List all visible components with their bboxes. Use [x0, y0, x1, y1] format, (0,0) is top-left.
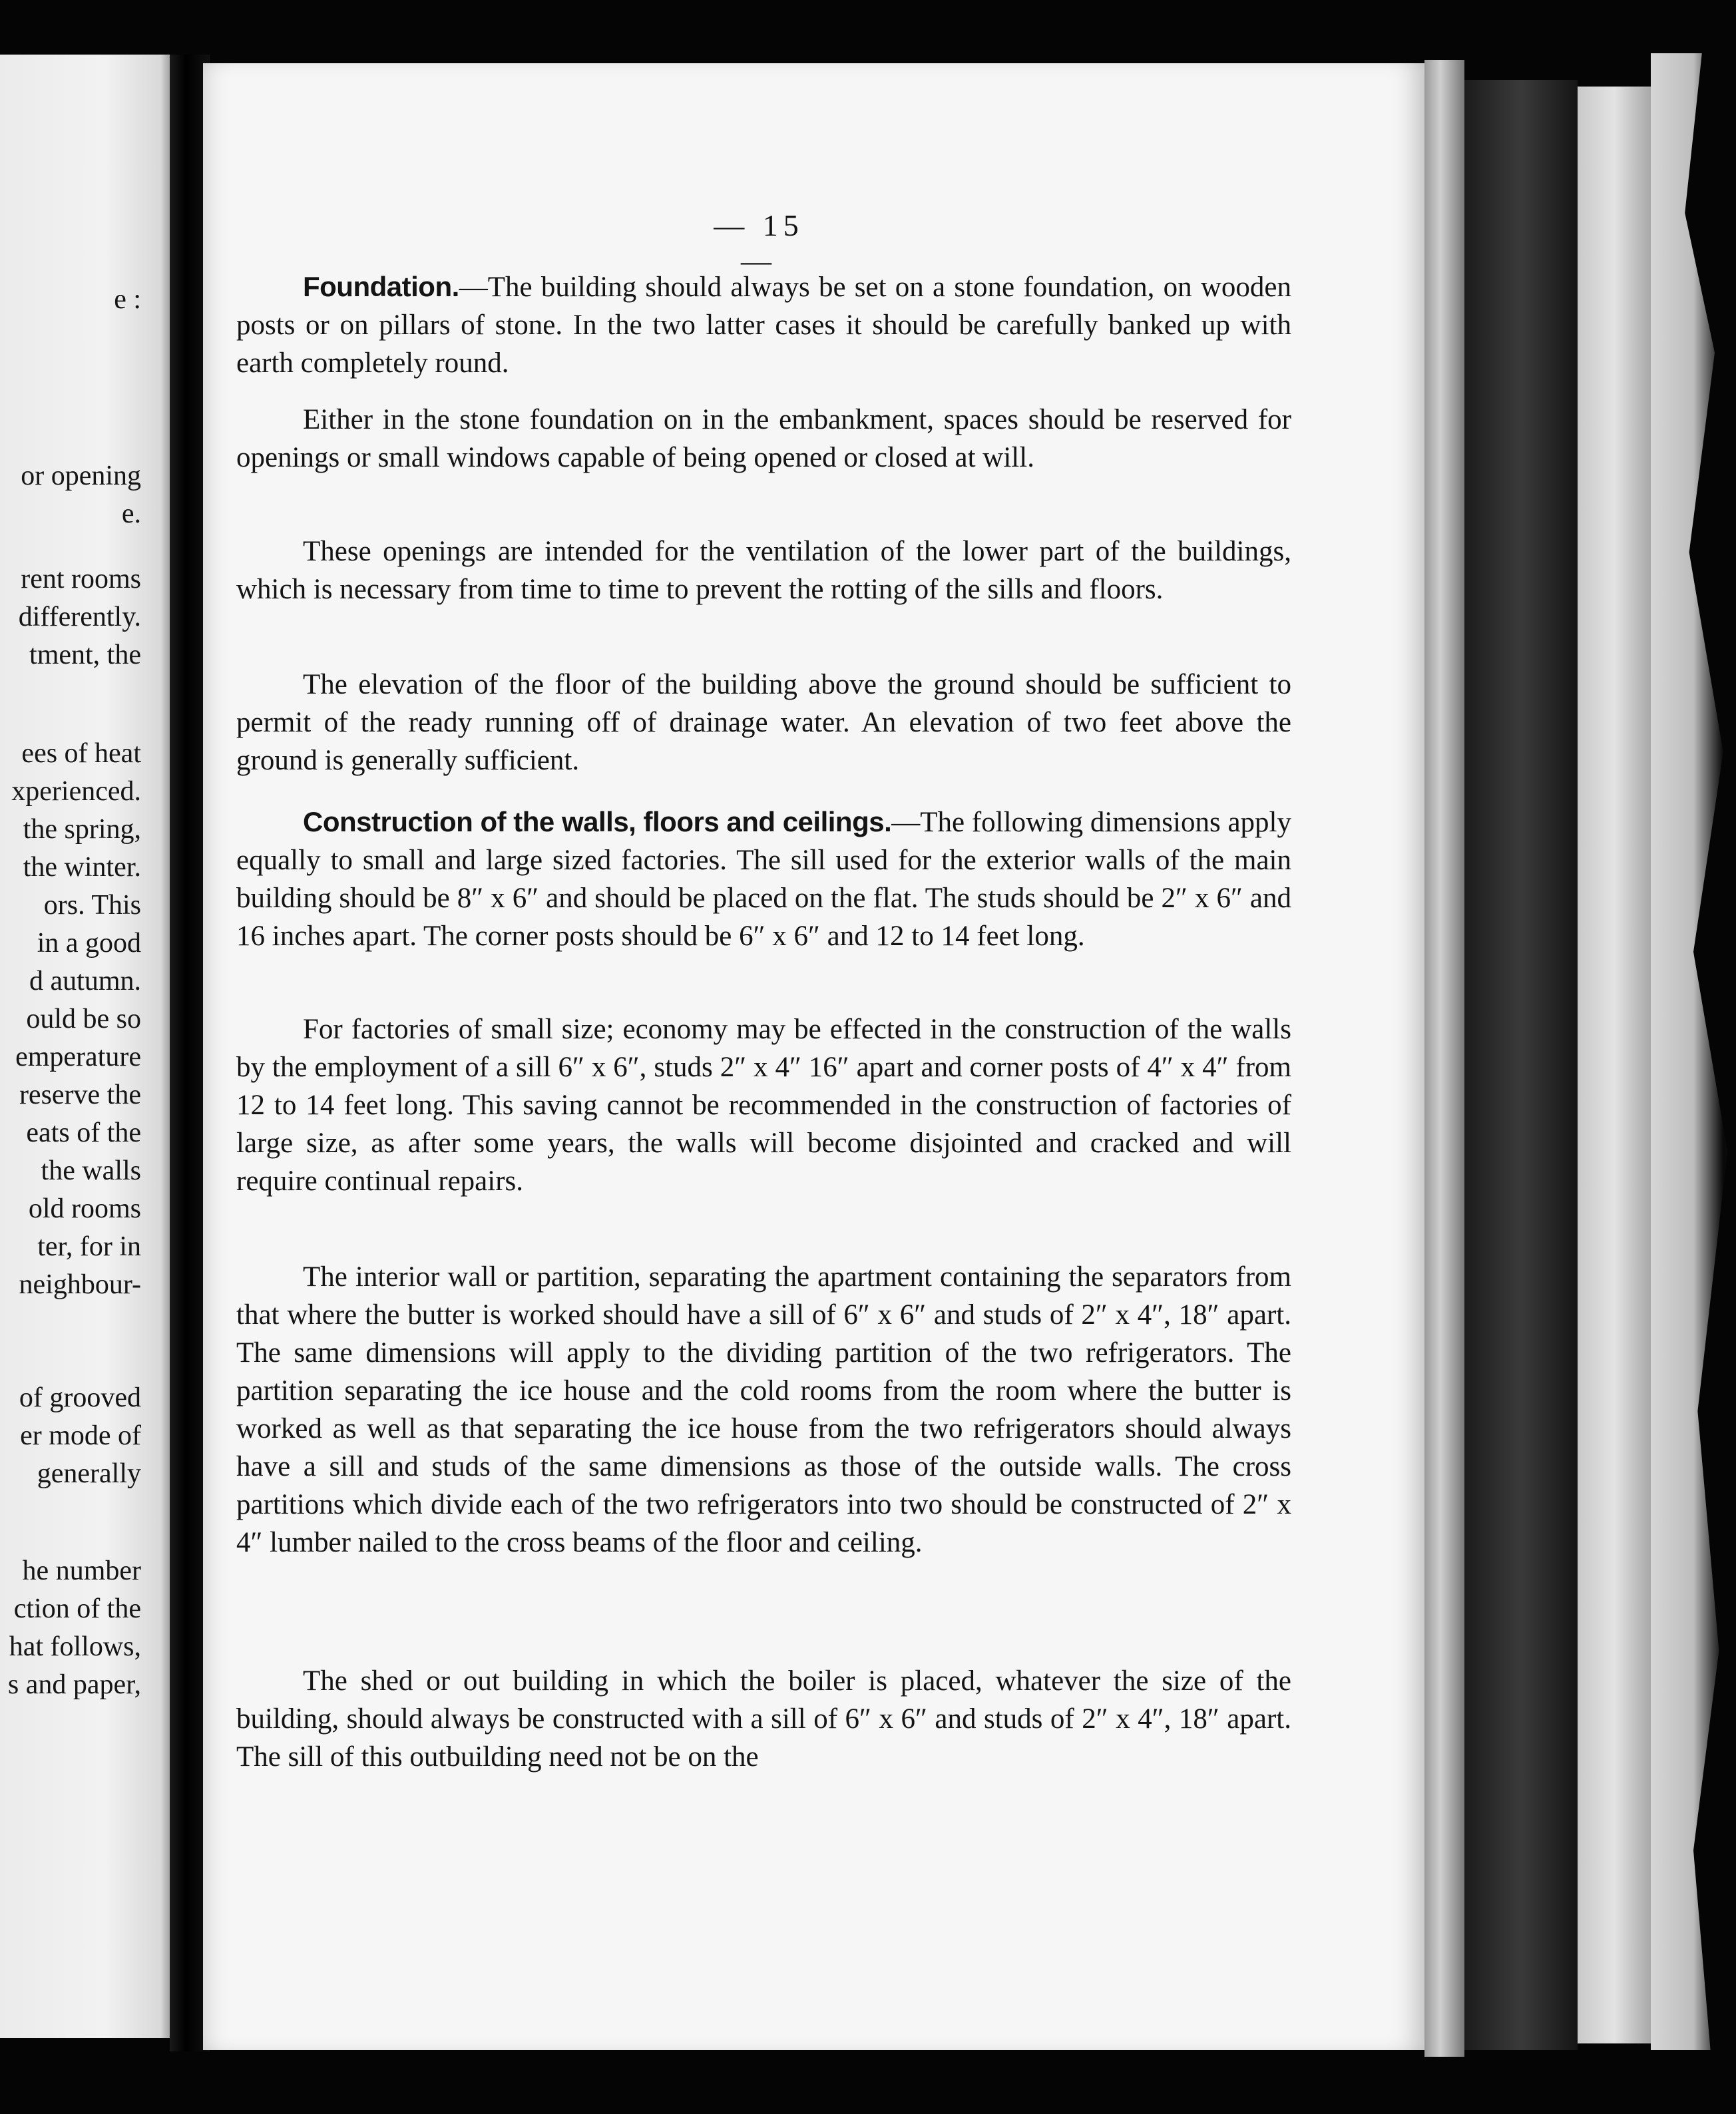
- page-number: — 15 —: [714, 208, 804, 278]
- previous-page-fragment: [0, 55, 174, 2038]
- left-page-line: the winter.: [23, 852, 141, 883]
- torn-page-edges: [1651, 53, 1736, 2050]
- left-page-line: differently.: [18, 602, 141, 632]
- left-page-line: ter, for in: [37, 1231, 141, 1262]
- left-page-line: emperature: [15, 1042, 141, 1072]
- paragraph: [236, 1258, 1291, 1562]
- page-fore-edge: [1424, 60, 1464, 2057]
- book-cover-board: [1578, 87, 1651, 2043]
- left-page-line: eats of the: [26, 1118, 141, 1148]
- paragraph-text: The elevation of the floor of the building above the ground should be sufficient to permit of the ready running off of drainage water. An elevation of two feet above the ground is generally sufficient.: [236, 669, 1291, 776]
- paragraph-construction: [236, 803, 1291, 955]
- paragraph-foundation: [236, 268, 1291, 382]
- section-heading: Foundation.: [303, 271, 459, 302]
- left-page-line: ees of heat: [21, 738, 141, 769]
- left-page-line: the spring,: [23, 814, 141, 845]
- paragraph: [236, 532, 1291, 608]
- paragraph-text: —The following dimensions apply equally to small and large sized factories. The sill used for the exterior walls of the main building should be 8″ x 6″ and should be placed on the flat. The studs should be 2″ x 6″ and 16 inches apart. The corner posts should be 6″ x 6″ and 12 to 14 feet long.: [236, 807, 1292, 952]
- left-page-line: ors. This: [43, 890, 141, 921]
- left-page-line: of grooved: [19, 1382, 141, 1413]
- section-heading: Construction of the walls, floors and ceilings.: [303, 806, 892, 837]
- left-page-line: in a good: [37, 928, 141, 958]
- paragraph: [236, 401, 1291, 477]
- paragraph-text: Either in the stone foundation on in the embankment, spaces should be reserved for openings or small windows capable of being opened or closed at will.: [236, 404, 1291, 473]
- paragraph-text: The shed or out building in which the boiler is placed, whatever the size of the building, should always be constructed with a sill of 6″ x 6″ and studs of 2″ x 4″, 18″ apart. The sill of this outbuilding need not be on the: [236, 1665, 1291, 1773]
- left-page-line: er mode of: [20, 1420, 141, 1451]
- left-page-line: or opening: [21, 461, 141, 491]
- left-page-line: d autumn.: [29, 966, 141, 996]
- book-edge-shadow: [1464, 80, 1578, 2050]
- left-page-line: the walls: [41, 1156, 141, 1186]
- left-page-line: rent rooms: [21, 564, 141, 594]
- paragraph: [236, 666, 1291, 779]
- paragraph: [236, 1662, 1291, 1776]
- left-page-line: ction of the: [13, 1593, 141, 1624]
- left-page-line: s and paper,: [7, 1669, 141, 1700]
- left-page-line: tment, the: [29, 640, 141, 670]
- left-page-line: ould be so: [26, 1004, 141, 1034]
- left-page-line: neighbour-: [19, 1269, 141, 1300]
- left-page-line: e.: [121, 499, 141, 529]
- left-page-line: xperienced.: [11, 776, 141, 807]
- left-page-line: old rooms: [28, 1193, 141, 1224]
- paragraph-text: For factories of small size; economy may be effected in the construction of the walls by the employment of a sill 6″ x 6″, studs 2″ x 4″ 16″ apart and corner posts of 4″ x 4″ from 12 to 14 feet long. This saving cannot be recommended in the construction of factories of large size, as after some years, the walls will become disjointed and cracked and will require continual repairs.: [236, 1014, 1291, 1197]
- left-page-line: reserve the: [19, 1080, 141, 1110]
- left-page-line: e :: [114, 284, 141, 315]
- paragraph-text: These openings are intended for the ventilation of the lower part of the buildings, which is necessary from time to time to prevent the rotting of the sills and floors.: [236, 536, 1291, 605]
- paragraph: [236, 1010, 1291, 1200]
- left-page-line: he number: [22, 1556, 141, 1586]
- left-page-line: generally: [37, 1458, 141, 1489]
- left-page-line: hat follows,: [9, 1631, 141, 1662]
- paragraph-text: —The building should always be set on a stone foundation, on wooden posts or on pillars of stone. In the two latter cases it should be carefully banked up with earth completely round.: [236, 272, 1291, 379]
- paragraph-text: The interior wall or partition, separating the apartment containing the separators from that where the butter is worked should have a sill of 6″ x 6″ and studs of 2″ x 4″, 18″ apart. The same dimensions will apply to the dividing partition of the two refrigerators. The partition separating the ice house and the cold rooms from the room where the butter is worked as well as that separating the ice house from the two refrigerators should always have a sill and studs of the same dimensions as those of the outside walls. The cross partitions which divide each of the two refrigerators into two should be constructed of 2″ x 4″ lumber nailed to the cross beams of the floor and ceiling.: [236, 1261, 1291, 1558]
